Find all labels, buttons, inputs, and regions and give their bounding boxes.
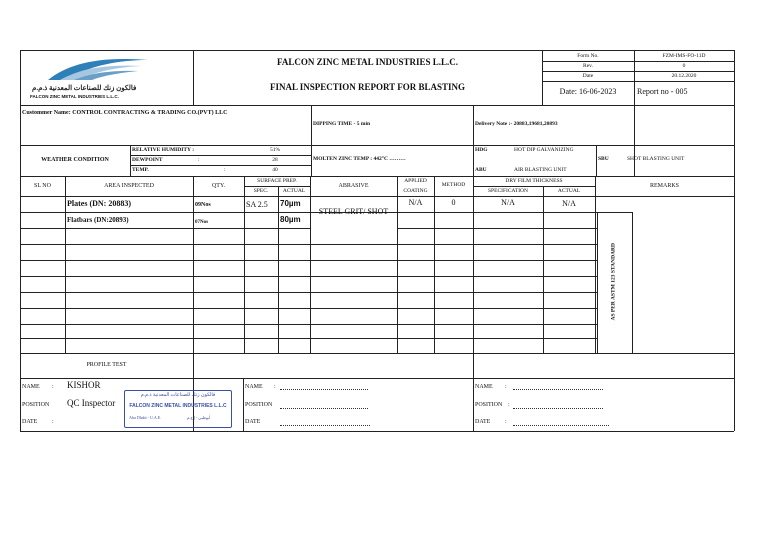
inspector-name: KISHOR bbox=[67, 380, 101, 390]
inspector-position: QC Inspector bbox=[67, 398, 116, 408]
sig1-date-label: DATE bbox=[22, 419, 38, 425]
dewpoint-value: 28 bbox=[272, 157, 278, 163]
relative-humidity-value: 51% bbox=[269, 147, 281, 153]
date-label: Date bbox=[582, 73, 594, 79]
sig3-name-colon: : bbox=[505, 384, 507, 390]
row-1-actual: 70µm bbox=[280, 199, 301, 208]
sig2-date-label: DATE bbox=[245, 419, 261, 425]
stamp-city-arabic-text: أبوظبي - إ.ع.م bbox=[187, 415, 211, 420]
dft-spec-value: N/A bbox=[501, 198, 515, 207]
stamp-city-text: Abu Dhabi - U.A.E. bbox=[129, 415, 162, 420]
temp-label: TEMP. bbox=[132, 167, 149, 173]
delivery-note: Delivery Note :- 20883,19681,20893 bbox=[475, 121, 558, 127]
date-value: 20.12.2020 bbox=[671, 73, 697, 79]
falcon-wing-logo-icon bbox=[38, 54, 158, 84]
method-value: 0 bbox=[451, 198, 456, 207]
col-surface-prep: SURFACE PREP. bbox=[257, 178, 297, 184]
col-dft-actual: ACTUAL bbox=[557, 188, 581, 194]
logo-english-text: FALCON ZINC METAL INDUSTRIES L.L.C. bbox=[30, 94, 119, 99]
sig2-name-field[interactable] bbox=[280, 389, 368, 390]
dewpoint-label: DEWPOINT bbox=[132, 157, 163, 163]
stamp-arabic-text: فالكون زنك للصناعات المعدنية ذ.م.م bbox=[140, 393, 216, 398]
sig2-name-label: NAME bbox=[245, 384, 263, 390]
hdg-value: HOT DIP GALVANIZING bbox=[514, 147, 574, 153]
company-name: FALCON ZINC METAL INDUSTRIES L.L.C. bbox=[277, 57, 458, 67]
hdg-label: HDG bbox=[475, 147, 488, 153]
sig3-date-colon: : bbox=[505, 419, 507, 425]
sig3-name-field[interactable] bbox=[513, 389, 603, 390]
col-method: METHOD bbox=[441, 182, 466, 188]
sig3-position-colon: : bbox=[508, 402, 510, 408]
sig3-position-field[interactable] bbox=[513, 408, 603, 409]
col-coating: COATING bbox=[403, 188, 428, 194]
col-applied: APPLIED bbox=[404, 178, 427, 184]
sig3-date-field[interactable] bbox=[513, 425, 609, 426]
abu-label: ABU bbox=[475, 167, 487, 173]
sig2-date-field[interactable] bbox=[280, 425, 370, 426]
row-1-area: Plates (DN: 20883) bbox=[67, 199, 131, 208]
col-dft-specification: SPECIFICATION bbox=[487, 188, 529, 194]
form-no-value: FZM-IMS-FO-11D bbox=[662, 53, 706, 59]
profile-test-label: PROFILE TEST bbox=[86, 362, 127, 368]
company-stamp bbox=[124, 390, 232, 428]
form-no-label: Form No. bbox=[577, 53, 599, 59]
row-2-qty: 07Nos bbox=[195, 220, 209, 225]
applied-coating-value: N/A bbox=[408, 198, 423, 207]
abrasive-value: STEEL GRIT/ SHOT bbox=[318, 207, 389, 216]
abu-value: AIR BLASTING UNIT bbox=[514, 167, 567, 173]
rev-label: Rev. bbox=[583, 63, 593, 69]
sig3-date-label: DATE bbox=[475, 419, 491, 425]
dipping-time: DIPPING TIME - 5 min bbox=[313, 121, 371, 127]
row-2-area: Flatbars (DN:20893) bbox=[67, 216, 129, 224]
col-spec: SPEC. bbox=[253, 188, 269, 194]
sig1-name-label: NAME bbox=[22, 384, 40, 390]
sig1-name-colon: : bbox=[52, 384, 54, 390]
sig3-position-label: POSITION bbox=[475, 402, 503, 408]
report-title: FINAL INSPECTION REPORT FOR BLASTING bbox=[269, 82, 466, 92]
remarks-vertical-note: AS PER ASTM 123 STANDARD bbox=[610, 242, 617, 321]
row-1-spec: SA 2.5 bbox=[246, 200, 268, 209]
col-qty: QTY. bbox=[211, 183, 226, 189]
customer-name: Custommer Name: CONTROL CONTRACTING & TRADING CO.(PVT) LLC bbox=[22, 110, 228, 116]
temp-colon: : bbox=[224, 167, 226, 173]
col-dft: DRY FILM THICKNESS bbox=[505, 178, 563, 184]
report-number: Report no - 005 bbox=[637, 87, 688, 96]
company-logo bbox=[24, 54, 190, 102]
col-remarks: REMARKS bbox=[649, 183, 679, 189]
dewpoint-colon: : bbox=[198, 157, 200, 163]
molten-zinc-temp: MOLTEN ZINC TEMP : 442°C ……… bbox=[313, 156, 406, 162]
row-1-qty: 09Nos bbox=[195, 202, 211, 208]
sbu-value: SHOT BLASTING UNIT bbox=[627, 156, 685, 162]
col-area-inspected: AREA INSPECTED bbox=[104, 183, 154, 189]
col-sl-no: SL NO bbox=[34, 183, 51, 189]
relative-humidity-label: RELATIVE HUMIDITY : bbox=[132, 147, 195, 153]
col-actual: ACTUAL bbox=[282, 188, 306, 194]
dft-actual-value: N/A bbox=[562, 199, 576, 208]
col-abrasive: ABRASIVE bbox=[338, 183, 369, 189]
logo-arabic-text: فالكون زنك للصناعات المعدنية ذ.م.م bbox=[32, 84, 137, 92]
sig2-position-label: POSITION bbox=[245, 402, 273, 408]
sig2-name-colon: : bbox=[274, 384, 276, 390]
sbu-label: SBU bbox=[598, 156, 609, 162]
sig3-name-label: NAME bbox=[475, 384, 493, 390]
temp-value: 40 bbox=[272, 167, 278, 173]
row-2-actual: 80µm bbox=[280, 215, 301, 224]
sig2-position-field[interactable] bbox=[280, 408, 368, 409]
stamp-english-text: FALCON ZINC METAL INDUSTRIES L.L.C bbox=[129, 403, 227, 409]
sig1-date-colon: : bbox=[52, 419, 54, 425]
sig1-position-label: POSITION bbox=[22, 402, 50, 408]
inspection-date: Date: 16-06-2023 bbox=[559, 87, 617, 96]
weather-condition-label: WEATHER CONDITION bbox=[41, 157, 109, 163]
rev-value: 0 bbox=[682, 63, 686, 69]
